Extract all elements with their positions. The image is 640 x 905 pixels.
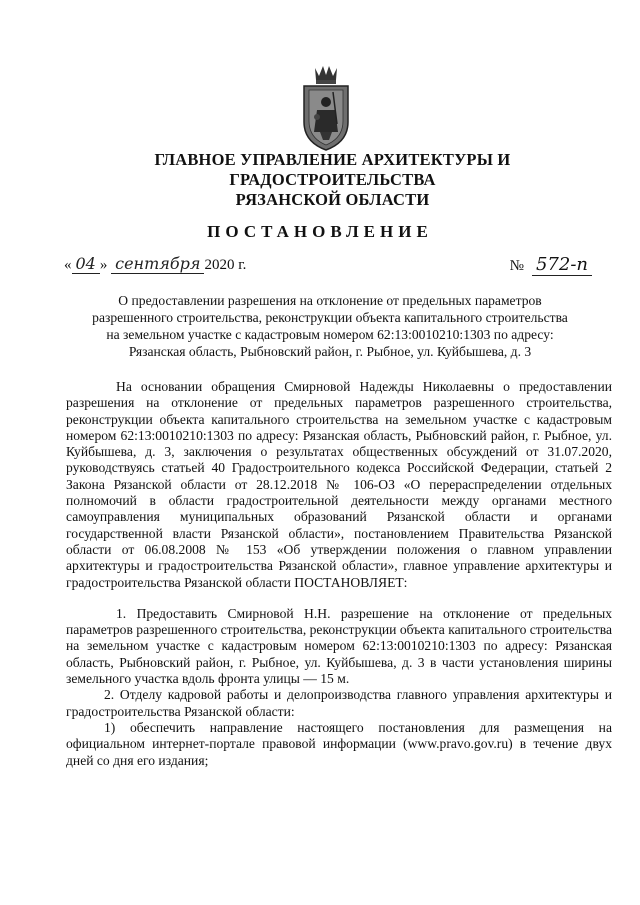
document-date: [64, 254, 246, 274]
date-open-quote: «: [64, 257, 72, 273]
document-number: [510, 254, 592, 275]
subject-line-1: О предоставлении разрешения на отклонение от предельных параметров: [118, 293, 542, 308]
document-body: [66, 379, 612, 769]
org-line-2: РЯЗАНСКОЙ ОБЛАСТИ: [235, 190, 430, 209]
item-2-paragraph: 2. Отделу кадровой работы и делопроизводства главного управления архитектуры и градостроительства Рязанской области:: [66, 687, 612, 719]
coat-of-arms-emblem: [295, 62, 357, 154]
document-type-heading: ПОСТАНОВЛЕНИЕ: [207, 222, 433, 241]
date-day-handwritten: 04: [72, 254, 100, 274]
item-2-1-paragraph: 1) обеспечить направление настоящего постановления для размещения на официальном интернет-портале правовой информации (www.pravo.gov.ru) в течение двух дней со дня его издания;: [66, 719, 612, 768]
org-line-1: ГЛАВНОЕ УПРАВЛЕНИЕ АРХИТЕКТУРЫ И ГРАДОСТРОИТЕЛЬСТВА: [154, 150, 511, 189]
date-close-quote: »: [99, 257, 108, 273]
item-1-paragraph: 1. Предоставить Смирновой Н.Н. разрешение на отклонение от предельных параметров разрешенного строительства, реконструкции объекта капитального строительства на земельном участке с кадастровым номером 62:13:0010210:1303 по адресу: Рязанская область, Рыбновский район, г. Рыбное, ул. Куйбышева, д. 3 в части установления ширины земельного участка вдоль фронта улицы — 15 м.: [66, 605, 612, 687]
subject-line-4: Рязанская область, Рыбновский район, г. Рыбное, ул. Куйбышева, д. 3: [128, 344, 532, 359]
document-subject: [80, 292, 580, 360]
date-month-handwritten: сентября: [111, 254, 204, 274]
subject-line-3: на земельном участке с кадастровым номером 62:13:0010210:1303 по адресу:: [106, 327, 554, 342]
organization-name: [60, 150, 605, 210]
number-prefix: №: [509, 258, 524, 274]
date-year: 2020 г.: [204, 257, 247, 273]
subject-line-2: разрешенного строительства, реконструкции объекта капитального строительства: [92, 310, 568, 325]
number-handwritten: 572-п: [532, 254, 592, 276]
preamble-paragraph: На основании обращения Смирновой Надежды Николаевны о предоставлении разрешения на отклонение от предельных параметров разрешенного строительства, реконструкции объекта капитального строительства на земельном участке с кадастровым номером 62:13:0010210:1303 по адресу: Рязанская область, Рыбновский район, г. Рыбное, ул. Куйбышева, д. 3, заключения о результатах общественных обсуждений от 31.07.2020, руководствуясь статьей 40 Градостроительного кодекса Российской Федерации, статьей 2 Закона Рязанской области от 28.12.2018 № 106-ОЗ «О перераспределении отдельных полномочий в области градостроительной деятельности между органами местного самоуправления муниципальных образований Рязанской области и органами государственной власти Рязанской области», постановлением Правительства Рязанской области от 06.08.2008 № 153 «Об утверждении положения о главном управлении архитектуры и градостроительства Рязанской области», главное управление архитектуры и градостроительства Рязанской области ПОСТАНОВЛЯЕТ:: [66, 379, 612, 590]
